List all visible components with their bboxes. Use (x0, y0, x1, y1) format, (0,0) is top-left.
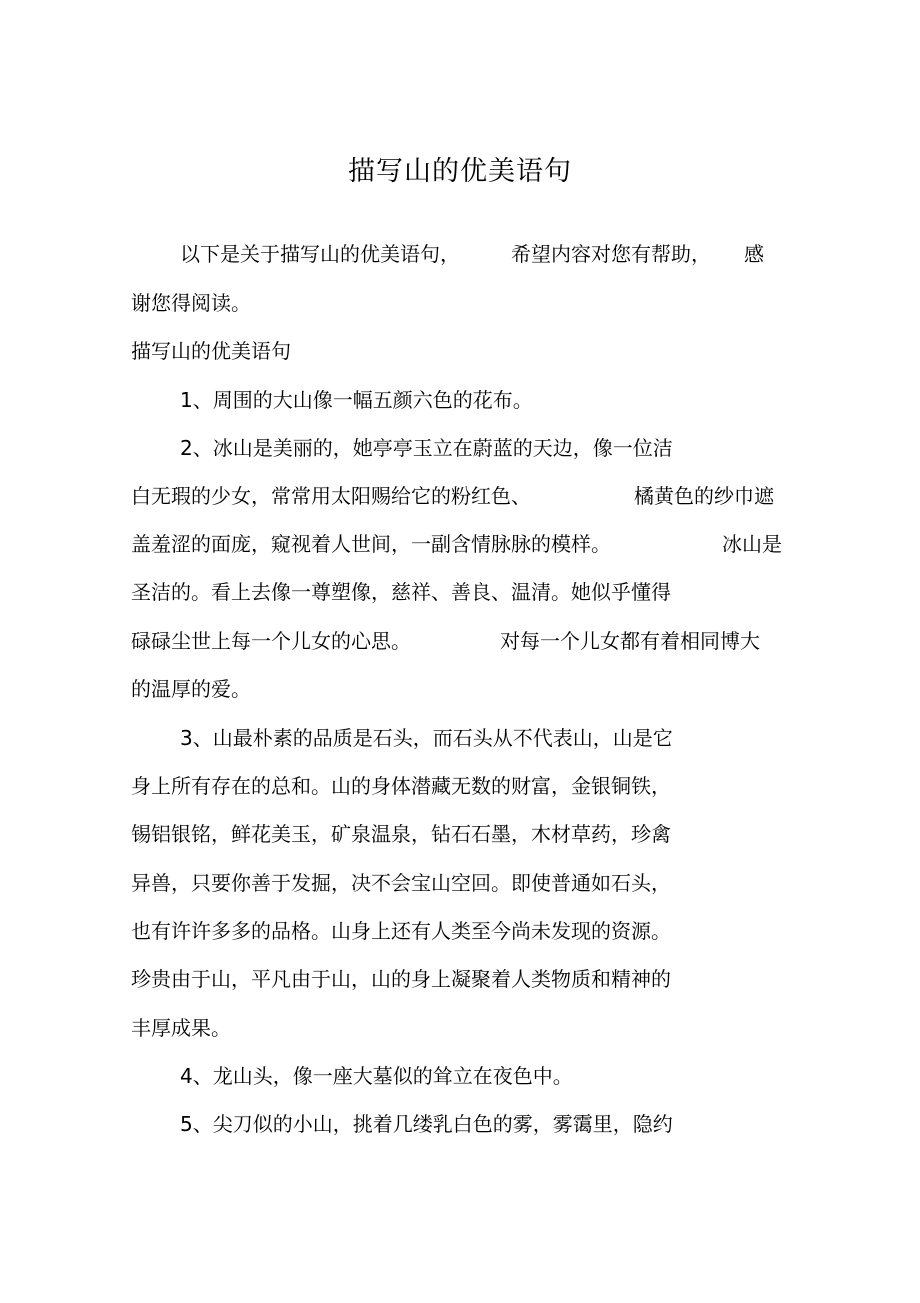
item-2-line3b: 冰山是 (722, 532, 782, 556)
item-3-line1: 3、山最朴素的品质是石头，而石头从不代表山，山是它 (180, 726, 673, 750)
item-2-line3a: 盖羞涩的面庞，窥视着人世间，一副含情脉脉的模样。 (131, 532, 611, 556)
item-4-text: 4、龙山头，像一座大墓似的耸立在夜色中。 (180, 1064, 573, 1088)
item-2-line5b: 对每一个儿女都有着相同博大 (500, 629, 760, 653)
item-2-line4: 圣洁的。看上去像一尊塑像，慈祥、善良、温清。她似乎懂得 (131, 580, 671, 604)
item-2-line6: 的温厚的爱。 (131, 677, 251, 701)
document-title: 描写山的优美语句 (348, 156, 572, 187)
intro-text-part3: 感 (744, 242, 764, 266)
item-2-line5a: 碌碌尘世上每一个儿女的心思。 (131, 629, 411, 653)
item-3-line6: 珍贵由于山，平凡由于山，山的身上凝聚着人类物质和精神的 (131, 967, 671, 991)
intro-text-line2: 谢您得阅读。 (131, 291, 251, 315)
intro-text-part1: 以下是关于描写山的优美语句， (180, 242, 460, 266)
item-3-line5: 也有许许多多的品格。山身上还有人类至今尚未发现的资源。 (131, 919, 671, 943)
section-subtitle: 描写山的优美语句 (131, 339, 291, 363)
item-1-text: 1、周围的大山像一幅五颜六色的花布。 (180, 388, 533, 412)
item-3-line3: 锡铝银铭，鲜花美玉，矿泉温泉，钻石石墨，木材草药，珍禽 (131, 822, 671, 846)
item-5-line1: 5、尖刀似的小山，挑着几缕乳白色的雾，雾霭里，隐约 (180, 1112, 673, 1136)
item-3-line2: 身上所有存在的总和。山的身体潜藏无数的财富，金银铜铁， (131, 774, 671, 798)
item-2-line2b: 橘黄色的纱巾遮 (634, 484, 774, 508)
item-2-line2a: 白无瑕的少女，常常用太阳赐给它的粉红色、 (131, 484, 531, 508)
item-2-line1: 2、冰山是美丽的，她亭亭玉立在蔚蓝的天边，像一位洁 (180, 436, 673, 460)
item-3-line7: 丰厚成果。 (131, 1016, 231, 1040)
item-3-line4: 异兽，只要你善于发掘，决不会宝山空回。即使普通如石头， (131, 871, 671, 895)
intro-text-part2: 希望内容对您有帮助， (511, 242, 711, 266)
